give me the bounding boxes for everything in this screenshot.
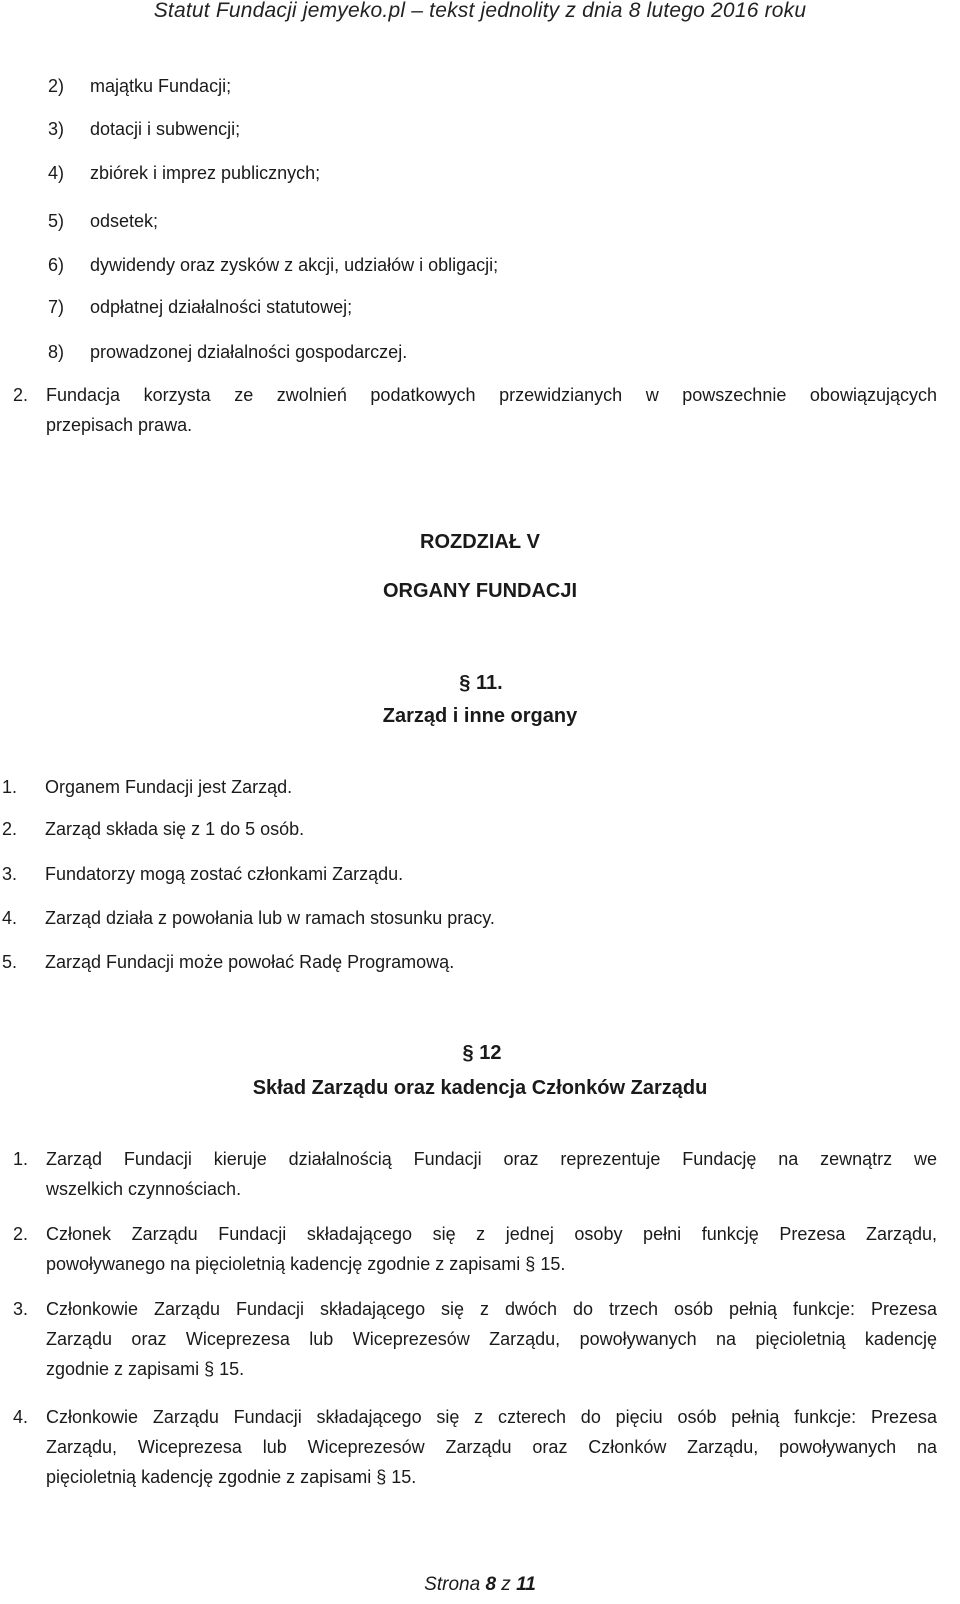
list-item-text: prowadzonej działalności gospodarczej. [90, 342, 408, 362]
list-item-number: 2. [2, 819, 18, 839]
list-item-number: 1. [13, 1149, 29, 1169]
list-item-number: 7) [48, 297, 65, 317]
section-number: § 11. [459, 672, 503, 694]
list-item-number: 4) [48, 163, 65, 183]
list-item-text: dywidendy oraz zysków z akcji, udziałów i obligacji; [90, 255, 499, 275]
footer-page-number: 8 [485, 1574, 497, 1595]
list-item-number: 4. [13, 1407, 29, 1427]
chapter-title: ROZDZIAŁ V [420, 531, 540, 553]
list-item-text: Fundatorzy mogą zostać członkami Zarządu. [45, 864, 404, 884]
list-item-number: 5) [48, 211, 65, 231]
list-item-number: 8) [48, 342, 65, 362]
list-item-number: 3. [13, 1299, 29, 1319]
list-item-number: 2. [13, 1224, 29, 1244]
list-item-number: 2) [48, 76, 65, 96]
list-item-number: 3. [2, 864, 18, 884]
footer-page-total: 11 [516, 1574, 536, 1595]
list-item: Członek Zarządu Fundacji składającego się z jednej osoby pełni funkcję Prezesa Zarządu, powoływanego na pięcioletnią kadencję zgodnie z zapisami § 15. [46, 1224, 937, 1274]
section-title: Skład Zarządu oraz kadencja Członków Zarządu [252, 1077, 708, 1099]
list-item: Zarząd Fundacji kieruje działalnością Fundacji oraz reprezentuje Fundację na zewnątrz we wszelkich czynnościach. [46, 1149, 937, 1199]
list-item-text: Zarząd Fundacji może powołać Radę Programową. [45, 952, 455, 972]
list-item: Członkowie Zarządu Fundacji składającego się z dwóch do trzech osób pełnią funkcje: Prezesa Zarządu oraz Wiceprezesa lub Wiceprezesów Zarządu, powoływanych na pięcioletnią kadencję zgodnie z zapisami § 15. [46, 1299, 937, 1379]
list-item-number: 5. [2, 952, 18, 972]
tax-item-text: Fundacja korzysta ze zwolnień podatkowych przewidzianych w powszechnie obowiązujących przepisach prawa. [46, 385, 937, 435]
list-item-number: 4. [2, 908, 18, 928]
list-item-number: 3) [48, 119, 65, 139]
list-item-number: 6) [48, 255, 65, 275]
list-item-number: 1. [2, 777, 18, 797]
list-item-text: odsetek; [90, 211, 159, 231]
page-footer [0, 1574, 960, 1596]
list-item-text: majątku Fundacji; [90, 76, 232, 96]
list-item-text: Organem Fundacji jest Zarząd. [45, 777, 293, 797]
list-item: Członkowie Zarządu Fundacji składającego się z czterech do pięciu osób pełnią funkcje: Prezesa Zarządu, Wiceprezesa lub Wiceprezesów Zarządu oraz Członków Zarządu, powoływanych na pięcioletnią kadencję zgodnie z zapisami § 15. [46, 1407, 937, 1487]
list-item-text: dotacji i subwencji; [90, 119, 241, 139]
list-item-text: Zarząd działa z powołania lub w ramach stosunku pracy. [45, 908, 495, 928]
section-number: § 12 [462, 1042, 502, 1064]
section-title: Zarząd i inne organy [382, 705, 578, 727]
list-item-text: odpłatnej działalności statutowej; [90, 297, 353, 317]
list-item-text: Zarząd składa się z 1 do 5 osób. [45, 819, 305, 839]
footer-prefix: Strona [424, 1574, 481, 1595]
tax-item-number: 2. [13, 385, 29, 405]
page-header: Statut Fundacji jemyeko.pl – tekst jednolity z dnia 8 lutego 2016 roku [153, 0, 807, 22]
chapter-subtitle: ORGANY FUNDACJI [382, 580, 578, 602]
list-item-text: zbiórek i imprez publicznych; [90, 163, 321, 183]
footer-separator: z [501, 1574, 511, 1595]
